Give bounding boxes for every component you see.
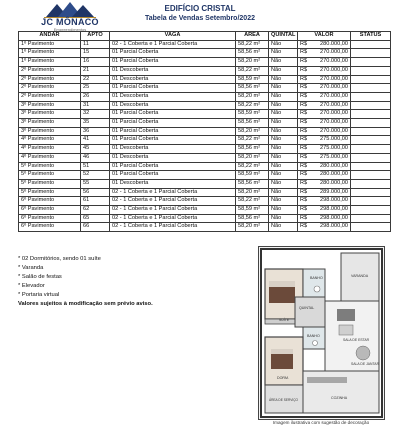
room-label-quintal: QUINTAL <box>299 306 315 310</box>
cell-vaga: 01 Parcial Coberta <box>110 171 236 180</box>
cell-valor <box>298 162 351 171</box>
room-label-varanda: VARANDA <box>351 274 369 278</box>
cell-vaga: 01 Descoberta <box>110 101 236 110</box>
cell-area: 58,59 m² <box>236 110 269 119</box>
currency-symbol: R$ <box>300 58 308 65</box>
cell-quintal: Não <box>269 153 298 162</box>
price-amount: 270.000,00 <box>320 110 348 117</box>
price-amount: 298.000,00 <box>320 223 348 230</box>
cell-andar: 6º Pavimento <box>19 206 81 215</box>
cell-apto: 41 <box>81 136 110 145</box>
cell-vaga: 01 Parcial Coberta <box>110 136 236 145</box>
price-amount: 280.000,00 <box>320 162 348 169</box>
price-amount: 270.000,00 <box>320 119 348 126</box>
cell-andar: 6º Pavimento <box>19 214 81 223</box>
cell-andar: 3º Pavimento <box>19 119 81 128</box>
cell-vaga: 01 Descoberta <box>110 153 236 162</box>
currency-symbol: R$ <box>300 162 308 169</box>
cell-quintal: Não <box>269 179 298 188</box>
cell-status <box>351 145 391 154</box>
currency-symbol: R$ <box>300 66 308 73</box>
table-row <box>19 136 391 145</box>
cell-andar: 3º Pavimento <box>19 101 81 110</box>
cell-vaga: 01 Descoberta <box>110 92 236 101</box>
cell-andar: 3º Pavimento <box>19 110 81 119</box>
cell-andar: 3º Pavimento <box>19 127 81 136</box>
feature-item: * Salão de festas <box>18 274 62 280</box>
cell-valor <box>298 197 351 206</box>
table-row <box>19 40 391 49</box>
brand-name: JC MÔNACO <box>41 17 99 27</box>
cell-quintal: Não <box>269 40 298 49</box>
cell-status <box>351 136 391 145</box>
cell-apto: 21 <box>81 66 110 75</box>
cell-vaga: 02 - 1 Coberta e 1 Parcial Coberta <box>110 188 236 197</box>
price-amount: 275.000,00 <box>320 136 348 143</box>
table-row <box>19 92 391 101</box>
brand-sub: Empreendimentos <box>53 27 87 32</box>
cell-andar: 2º Pavimento <box>19 92 81 101</box>
room-label-suite: SUÍTE <box>279 318 289 322</box>
cell-apto: 31 <box>81 101 110 110</box>
cell-vaga: 02 - 1 Coberta e 1 Parcial Coberta <box>110 223 236 232</box>
cell-apto: 15 <box>81 49 110 58</box>
cell-vaga: 01 Parcial Coberta <box>110 162 236 171</box>
cell-status <box>351 179 391 188</box>
table-row <box>19 206 391 215</box>
currency-symbol: R$ <box>300 110 308 117</box>
cell-valor <box>298 40 351 49</box>
cell-vaga: 02 - 1 Coberta e 1 Parcial Coberta <box>110 197 236 206</box>
cell-status <box>351 223 391 232</box>
table-row <box>19 75 391 84</box>
cell-quintal: Não <box>269 49 298 58</box>
price-amount: 298.000,00 <box>320 197 348 204</box>
col-header-vaga: VAGA <box>110 32 236 41</box>
cell-apto: 45 <box>81 145 110 154</box>
cell-area: 58,20 m² <box>236 153 269 162</box>
currency-symbol: R$ <box>300 127 308 134</box>
col-header-valor: VALOR <box>298 32 351 41</box>
cell-andar: 1º Pavimento <box>19 49 81 58</box>
cell-valor <box>298 188 351 197</box>
cell-valor <box>298 223 351 232</box>
features-list <box>18 255 248 309</box>
cell-quintal: Não <box>269 92 298 101</box>
cell-apto: 35 <box>81 119 110 128</box>
currency-symbol: R$ <box>300 92 308 99</box>
cell-apto: 55 <box>81 179 110 188</box>
feature-item: * Varanda <box>18 265 44 271</box>
cell-quintal: Não <box>269 84 298 93</box>
cell-apto: 66 <box>81 223 110 232</box>
cell-valor <box>298 75 351 84</box>
cell-vaga: 01 Parcial Coberta <box>110 119 236 128</box>
table-row <box>19 214 391 223</box>
cell-vaga: 01 Descoberta <box>110 75 236 84</box>
cell-quintal: Não <box>269 66 298 75</box>
cell-status <box>351 127 391 136</box>
room-label-banho-2: BANHO <box>307 334 320 338</box>
cell-area: 58,22 m² <box>236 101 269 110</box>
cell-area: 58,20 m² <box>236 188 269 197</box>
table-header-row <box>19 32 391 41</box>
cell-area: 58,56 m² <box>236 179 269 188</box>
cell-valor <box>298 136 351 145</box>
cell-status <box>351 84 391 93</box>
cell-apto: 26 <box>81 92 110 101</box>
cell-apto: 52 <box>81 171 110 180</box>
cell-area: 58,59 m² <box>236 171 269 180</box>
room-label-banho: BANHO <box>310 276 323 280</box>
cell-apto: 36 <box>81 127 110 136</box>
price-amount: 270.000,00 <box>320 127 348 134</box>
cell-quintal: Não <box>269 188 298 197</box>
feature-item: * Elevador <box>18 283 45 289</box>
cell-status <box>351 119 391 128</box>
room-label-jantar: SALA DE JANTAR <box>351 362 380 366</box>
cell-valor <box>298 153 351 162</box>
cell-status <box>351 188 391 197</box>
feature-item: * Portaria virtual <box>18 292 60 298</box>
price-amount: 270.000,00 <box>320 58 348 65</box>
cell-valor <box>298 127 351 136</box>
cell-vaga: 01 Parcial Coberta <box>110 58 236 67</box>
cell-area: 58,20 m² <box>236 127 269 136</box>
cell-vaga: 01 Descoberta <box>110 66 236 75</box>
cell-valor <box>298 58 351 67</box>
cell-quintal: Não <box>269 206 298 215</box>
cell-status <box>351 66 391 75</box>
cell-valor <box>298 206 351 215</box>
cell-valor <box>298 171 351 180</box>
currency-symbol: R$ <box>300 188 308 195</box>
cell-andar: 2º Pavimento <box>19 75 81 84</box>
table-row <box>19 171 391 180</box>
cell-andar: 5º Pavimento <box>19 179 81 188</box>
cell-vaga: 01 Parcial Coberta <box>110 110 236 119</box>
cell-area: 58,56 m² <box>236 84 269 93</box>
cell-apto: 25 <box>81 84 110 93</box>
floor-plan <box>258 246 385 420</box>
price-amount: 275.000,00 <box>320 153 348 160</box>
cell-vaga: 01 Parcial Coberta <box>110 49 236 58</box>
table-body <box>19 40 391 231</box>
col-header-apto: APTO <box>81 32 110 41</box>
cell-status <box>351 101 391 110</box>
logo <box>24 2 116 32</box>
cell-apto: 65 <box>81 214 110 223</box>
currency-symbol: R$ <box>300 119 308 126</box>
price-amount: 275.000,00 <box>320 145 348 152</box>
table-row <box>19 119 391 128</box>
cell-status <box>351 171 391 180</box>
currency-symbol: R$ <box>300 49 308 56</box>
cell-status <box>351 75 391 84</box>
table-row <box>19 153 391 162</box>
cell-status <box>351 40 391 49</box>
col-header-status: STATUS <box>351 32 391 41</box>
cell-andar: 5º Pavimento <box>19 162 81 171</box>
page-title: EDIFÍCIO CRISTAL <box>164 4 236 13</box>
cell-vaga: 02 - 1 Coberta e 1 Parcial Coberta <box>110 214 236 223</box>
currency-symbol: R$ <box>300 206 308 213</box>
cell-status <box>351 206 391 215</box>
cell-andar: 5º Pavimento <box>19 171 81 180</box>
cell-area: 58,22 m² <box>236 136 269 145</box>
cell-status <box>351 153 391 162</box>
cell-andar: 6º Pavimento <box>19 223 81 232</box>
cell-vaga: 01 Parcial Coberta <box>110 84 236 93</box>
cell-valor <box>298 179 351 188</box>
cell-area: 58,22 m² <box>236 40 269 49</box>
currency-symbol: R$ <box>300 223 308 230</box>
cell-area: 58,56 m² <box>236 214 269 223</box>
cell-vaga: 01 Descoberta <box>110 145 236 154</box>
price-amount: 280.000,00 <box>320 40 348 47</box>
room-label-dorm: DORM. <box>277 376 289 380</box>
cell-quintal: Não <box>269 58 298 67</box>
table-row <box>19 223 391 232</box>
cell-quintal: Não <box>269 101 298 110</box>
cell-vaga: 02 - 1 Coberta e 1 Parcial Coberta <box>110 40 236 49</box>
table-row <box>19 179 391 188</box>
cell-apto: 56 <box>81 188 110 197</box>
cell-area: 58,56 m² <box>236 49 269 58</box>
cell-area: 58,22 m² <box>236 66 269 75</box>
logo-mark-icon <box>44 2 96 18</box>
cell-apto: 22 <box>81 75 110 84</box>
currency-symbol: R$ <box>300 136 308 143</box>
cell-valor <box>298 119 351 128</box>
cell-area: 58,56 m² <box>236 119 269 128</box>
cell-status <box>351 214 391 223</box>
currency-symbol: R$ <box>300 171 308 178</box>
cell-valor <box>298 101 351 110</box>
col-header-andar: ANDAR <box>19 32 81 41</box>
cell-quintal: Não <box>269 171 298 180</box>
cell-andar: 2º Pavimento <box>19 84 81 93</box>
cell-apto: 46 <box>81 153 110 162</box>
cell-area: 58,20 m² <box>236 92 269 101</box>
cell-quintal: Não <box>269 127 298 136</box>
cell-quintal: Não <box>269 223 298 232</box>
sales-table <box>18 31 391 232</box>
cell-vaga: 01 Descoberta <box>110 179 236 188</box>
cell-apto: 11 <box>81 40 110 49</box>
cell-valor <box>298 66 351 75</box>
cell-apto: 62 <box>81 206 110 215</box>
currency-symbol: R$ <box>300 101 308 108</box>
cell-andar: 1º Pavimento <box>19 58 81 67</box>
cell-quintal: Não <box>269 145 298 154</box>
currency-symbol: R$ <box>300 75 308 82</box>
price-amount: 270.000,00 <box>320 84 348 91</box>
cell-valor <box>298 214 351 223</box>
price-amount: 270.000,00 <box>320 49 348 56</box>
cell-quintal: Não <box>269 136 298 145</box>
cell-quintal: Não <box>269 75 298 84</box>
cell-andar: 5º Pavimento <box>19 188 81 197</box>
cell-andar: 2º Pavimento <box>19 66 81 75</box>
cell-quintal: Não <box>269 119 298 128</box>
cell-andar: 4º Pavimento <box>19 136 81 145</box>
cell-valor <box>298 145 351 154</box>
table-row <box>19 110 391 119</box>
cell-valor <box>298 84 351 93</box>
table-row <box>19 49 391 58</box>
currency-symbol: R$ <box>300 40 308 47</box>
price-amount: 270.000,00 <box>320 66 348 73</box>
cell-valor <box>298 92 351 101</box>
page-subtitle: Tabela de Vendas Setembro/2022 <box>145 15 255 22</box>
cell-vaga: 01 Parcial Coberta <box>110 127 236 136</box>
cell-apto: 61 <box>81 197 110 206</box>
cell-status <box>351 58 391 67</box>
cell-status <box>351 162 391 171</box>
cell-apto: 16 <box>81 58 110 67</box>
price-disclaimer: Valores sujeitos à modificação sem prévio aviso. <box>18 301 153 307</box>
cell-status <box>351 92 391 101</box>
currency-symbol: R$ <box>300 197 308 204</box>
price-amount: 289.000,00 <box>320 188 348 195</box>
table-row <box>19 188 391 197</box>
room-label-cozinha: COZINHA <box>331 396 348 400</box>
table-row <box>19 145 391 154</box>
cell-andar: 4º Pavimento <box>19 153 81 162</box>
cell-andar: 1º Pavimento <box>19 40 81 49</box>
cell-apto: 32 <box>81 110 110 119</box>
currency-symbol: R$ <box>300 153 308 160</box>
cell-vaga: 02 - 1 Coberta e 1 Parcial Coberta <box>110 206 236 215</box>
cell-valor <box>298 110 351 119</box>
currency-symbol: R$ <box>300 179 308 186</box>
price-amount: 298.000,00 <box>320 206 348 213</box>
table-row <box>19 84 391 93</box>
col-header-quintal: QUINTAL <box>269 32 298 41</box>
table-row <box>19 58 391 67</box>
cell-quintal: Não <box>269 197 298 206</box>
feature-item: * 02 Dormitórios, sendo 01 suíte <box>18 256 101 262</box>
cell-area: 58,22 m² <box>236 162 269 171</box>
room-label-estar: SALA DE ESTAR <box>343 338 370 342</box>
cell-area: 58,20 m² <box>236 58 269 67</box>
table-row <box>19 66 391 75</box>
cell-valor <box>298 49 351 58</box>
cell-apto: 51 <box>81 162 110 171</box>
table-row <box>19 162 391 171</box>
cell-quintal: Não <box>269 162 298 171</box>
cell-quintal: Não <box>269 214 298 223</box>
cell-quintal: Não <box>269 110 298 119</box>
cell-area: 58,59 m² <box>236 206 269 215</box>
floor-plan-caption: Imagem ilustrativa com sugestão de decoração <box>272 420 370 425</box>
col-header-area: ÁREA <box>236 32 269 41</box>
currency-symbol: R$ <box>300 145 308 152</box>
price-amount: 298.000,00 <box>320 214 348 221</box>
cell-status <box>351 49 391 58</box>
room-label-servico: ÁREA DE SERVIÇO <box>269 398 298 402</box>
cell-andar: 4º Pavimento <box>19 145 81 154</box>
cell-area: 58,59 m² <box>236 75 269 84</box>
price-amount: 280.000,00 <box>320 179 348 186</box>
cell-area: 58,20 m² <box>236 223 269 232</box>
cell-status <box>351 110 391 119</box>
cell-status <box>351 197 391 206</box>
table-row <box>19 197 391 206</box>
currency-symbol: R$ <box>300 214 308 221</box>
table-row <box>19 127 391 136</box>
price-amount: 270.000,00 <box>320 92 348 99</box>
floor-plan-drawing <box>259 247 384 419</box>
cell-area: 58,22 m² <box>236 197 269 206</box>
price-amount: 270.000,00 <box>320 75 348 82</box>
cell-andar: 6º Pavimento <box>19 197 81 206</box>
price-amount: 270.000,00 <box>320 101 348 108</box>
table-row <box>19 101 391 110</box>
cell-area: 58,56 m² <box>236 145 269 154</box>
price-amount: 280.000,00 <box>320 171 348 178</box>
currency-symbol: R$ <box>300 84 308 91</box>
